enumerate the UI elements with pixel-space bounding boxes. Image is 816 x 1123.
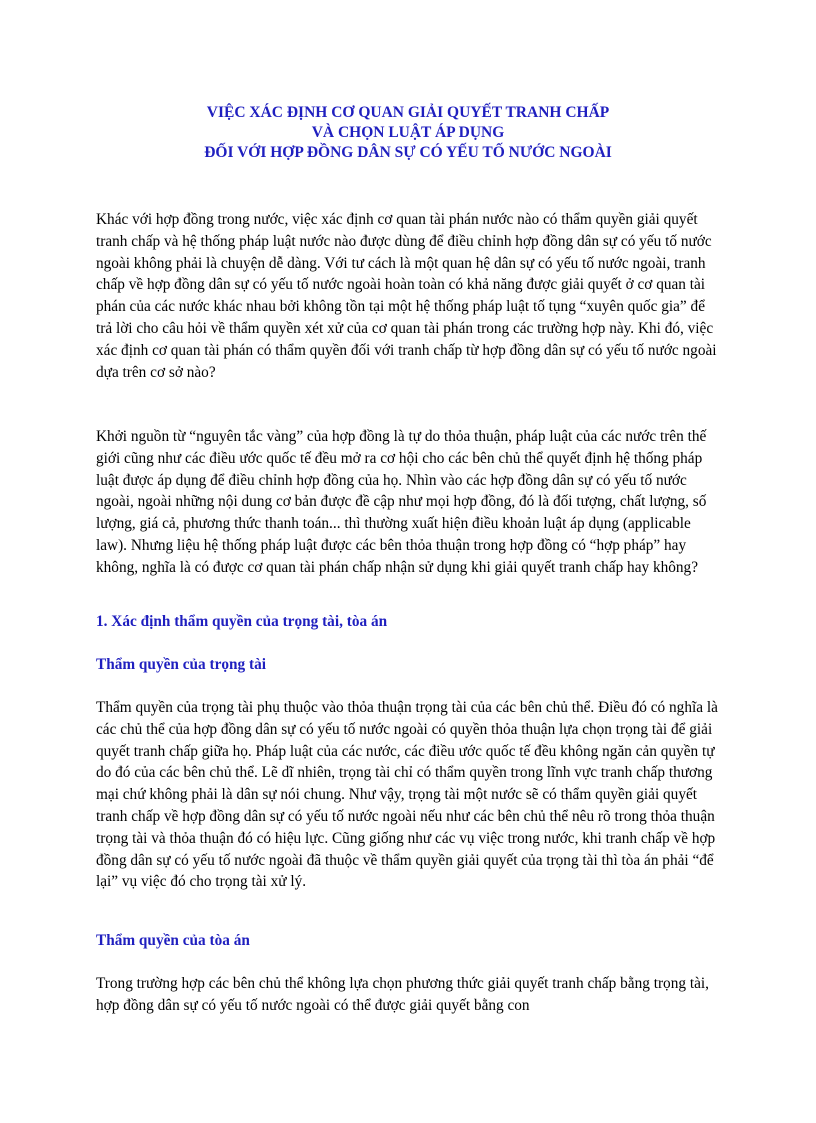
arbitration-paragraph-block xyxy=(96,697,720,893)
intro-paragraph: Khác với hợp đồng trong nước, việc xác định cơ quan tài phán nước nào có thẩm quyền giải quyết tranh chấp và hệ thống pháp luật nước nào được dùng để điều chỉnh hợp đồng dân sự có yếu tố nước ngoài không phải là chuyện dễ dàng. Với tư cách là một quan hệ dân sự có yếu tố nước ngoài, tranh chấp về hợp đồng dân sự có yếu tố nước ngoài hoàn toàn có khả năng được giải quyết ở cơ quan tài phán của các nước khác nhau bởi không tồn tại một hệ thống pháp luật tố tụng “xuyên quốc gia” để trả lời cho câu hỏi về thẩm quyền xét xử của cơ quan tài phán trong các trường hợp này. Khi đó, việc xác định cơ quan tài phán có thẩm quyền đối với tranh chấp từ hợp đồng dân sự có yếu tố nước ngoài dựa trên cơ sở nào? xyxy=(96,211,717,381)
title-line-2: VÀ CHỌN LUẬT ÁP DỤNG xyxy=(311,124,505,141)
origin-paragraph-block xyxy=(96,426,720,579)
title-line-3: ĐỐI VỚI HỢP ĐỒNG DÂN SỰ CÓ YẾU TỐ NƯỚC NGOÀI xyxy=(204,144,612,161)
arbitration-paragraph: Thẩm quyền của trọng tài phụ thuộc vào thỏa thuận trọng tài của các bên chủ thể. Điều đó có nghĩa là các chủ thể của hợp đồng dân sự có yếu tố nước ngoài có quyền thỏa thuận lựa chọn trọng tài để giải quyết tranh chấp giữa họ. Pháp luật của các nước, các điều ước quốc tế đều không ngăn cản quyền tự do đó của các bên chủ thể. Lẽ dĩ nhiên, trọng tài chỉ có thẩm quyền trong lĩnh vực tranh chấp thương mại chứ không phải là dân sự nói chung. Như vậy, trọng tài một nước sẽ có thẩm quyền giải quyết tranh chấp về hợp đồng dân sự có yếu tố nước ngoài nếu như các bên chủ thể nêu rõ trong thỏa thuận trọng tài và thỏa thuận đó có hiệu lực. Cũng giống như các vụ việc trong nước, khi tranh chấp về hợp đồng dân sự có yếu tố nước ngoài đã thuộc về thẩm quyền giải quyết của trọng tài thì tòa án phải “để lại” vụ việc đó cho trọng tài xử lý. xyxy=(96,699,718,891)
arbitration-heading: Thẩm quyền của trọng tài xyxy=(96,656,266,673)
court-paragraph-block xyxy=(96,973,720,1017)
court-heading: Thẩm quyền của tòa án xyxy=(96,932,250,949)
origin-paragraph: Khởi nguồn từ “nguyên tắc vàng” của hợp đồng là tự do thỏa thuận, pháp luật của các nước trên thế giới cũng như các điều ước quốc tế đều mở ra cơ hội cho các bên chủ thể quyết định hệ thống pháp luật được áp dụng để điều chỉnh hợp đồng của họ. Nhìn vào các hợp đồng dân sự có yếu tố nước ngoài, ngoài những nội dung cơ bản được đề cập như mọi hợp đồng, đó là đối tượng, chất lượng, số lượng, giá cả, phương thức thanh toán... thì thường xuất hiện điều khoản luật áp dụng (applicable law). Nhưng liệu hệ thống pháp luật được các bên thỏa thuận trong hợp đồng có “hợp pháp” hay không, nghĩa là có được cơ quan tài phán chấp nhận sử dụng khi giải quyết tranh chấp hay không? xyxy=(96,428,707,576)
title-line-1: VIỆC XÁC ĐỊNH CƠ QUAN GIẢI QUYẾT TRANH CHẤP xyxy=(206,104,610,121)
document-title xyxy=(96,103,720,163)
section-1-heading: 1. Xác định thẩm quyền của trọng tài, tòa án xyxy=(96,613,388,630)
intro-paragraph-block xyxy=(96,209,720,383)
court-paragraph: Trong trường hợp các bên chủ thể không lựa chọn phương thức giải quyết tranh chấp bằng trọng tài, hợp đồng dân sự có yếu tố nước ngoài có thể được giải quyết bằng con xyxy=(96,975,709,1014)
